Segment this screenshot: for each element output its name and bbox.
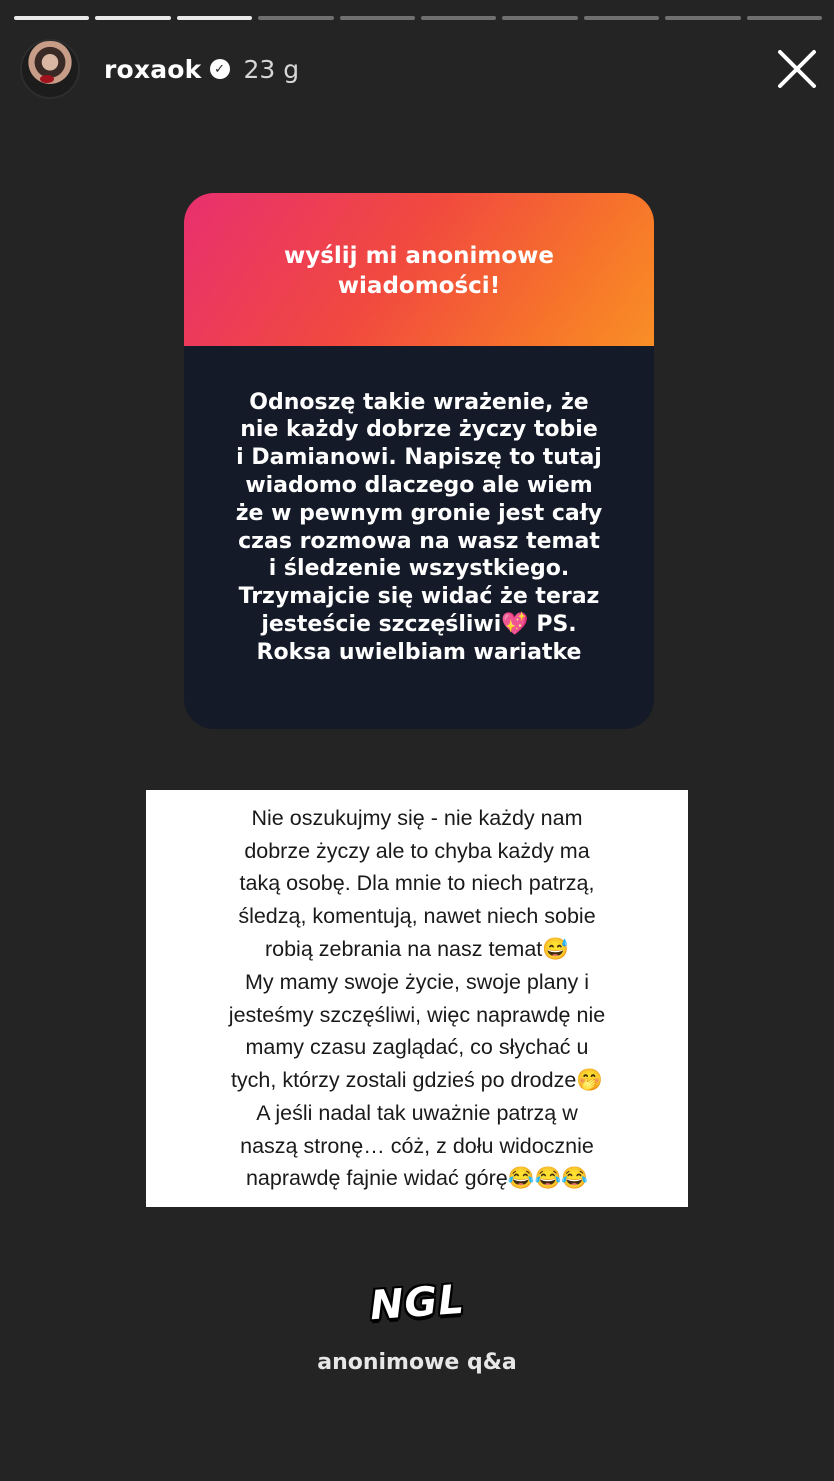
answer-text: Nie oszukujmy się - nie każdy nam dobrze życzy ale to chyba każdy ma taką osobę. Dla mnie to niech patrzą, śledzą, komentują, nawet niech sobie robią zebrania na nasz temat😅 My mamy swoje życie, swoje plany i jesteśmy szczęśliwi, więc naprawdę nie mamy czasu zaglądać, co słychać u tych, którzy zostali gdzieś po drodze🤭 A jeśli nadal tak uważnie patrzą w naszą stronę… cóż, z dołu widocznie naprawdę fajnie widać górę😂😂😂 xyxy=(228,805,606,1191)
question-prompt: wyślij mi anonimowe wiadomości! xyxy=(283,242,554,299)
close-icon xyxy=(774,46,820,92)
progress-segment xyxy=(14,16,89,20)
ngl-sticker[interactable] xyxy=(0,1276,834,1330)
verified-badge-icon: ✓ xyxy=(210,59,230,79)
answer-text-box xyxy=(146,790,688,1207)
ngl-logo: NGL xyxy=(368,1276,466,1330)
progress-segment xyxy=(584,16,659,20)
close-button[interactable] xyxy=(774,46,820,92)
progress-segment xyxy=(502,16,577,20)
progress-segment xyxy=(747,16,822,20)
question-card xyxy=(184,193,654,729)
avatar[interactable] xyxy=(20,39,80,99)
ngl-subtitle: anonimowe q&a xyxy=(317,1350,517,1375)
progress-segment xyxy=(421,16,496,20)
question-card-body xyxy=(184,346,654,709)
story-header xyxy=(20,38,820,100)
progress-segment xyxy=(177,16,252,20)
question-message: Odnoszę takie wrażenie, że nie każdy dobrze życzy tobie i Damianowi. Napiszę to tutaj wiadomo dlaczego ale wiem że w pewnym gronie jest cały czas rozmowa na wasz temat i śledzenie wszystkiego. Trzymajcie się widać że teraz jesteście szczęśliwi💖 PS. Roksa uwielbiam wariatke xyxy=(235,389,603,665)
progress-segment xyxy=(95,16,170,20)
question-card-header xyxy=(184,193,654,346)
progress-segment xyxy=(340,16,415,20)
post-time: 23 g xyxy=(243,54,300,84)
username[interactable]: roxaok xyxy=(104,54,202,84)
progress-segment xyxy=(665,16,740,20)
story-progress-bar xyxy=(14,16,822,20)
progress-segment xyxy=(258,16,333,20)
